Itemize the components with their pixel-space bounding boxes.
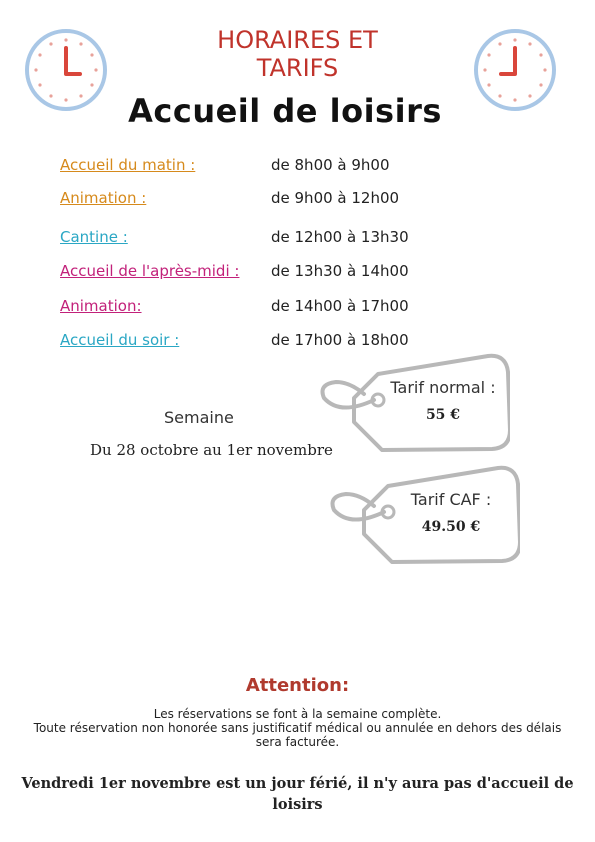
notice-text <box>0 707 595 749</box>
period-dates: Du 28 octobre au 1er novembre <box>90 441 333 459</box>
schedule-label: Cantine : <box>60 228 128 246</box>
tariff-price: 55 € <box>425 407 461 423</box>
schedule-time: de 12h00 à 13h30 <box>271 228 409 246</box>
page-title <box>0 26 595 82</box>
attention-heading: Attention: <box>245 675 350 696</box>
schedule-time: de 14h00 à 17h00 <box>271 297 409 315</box>
schedule-time: de 13h30 à 14h00 <box>271 262 409 280</box>
holiday-line: Vendredi 1er novembre est un jour férié, il n'y aura pas d'accueil de <box>21 775 574 792</box>
main-title: Accueil de loisirs <box>128 92 442 130</box>
price-tag-caf <box>330 464 520 564</box>
title-line-2: TARIFS <box>256 54 339 82</box>
schedule-label: Accueil du matin : <box>60 156 196 174</box>
schedule-time: de 9h00 à 12h00 <box>271 189 400 207</box>
tariff-price: 49.50 € <box>421 519 481 535</box>
week-label: Semaine <box>164 408 234 427</box>
schedule-label: Animation : <box>60 189 147 207</box>
notice-line: sera facturée. <box>255 735 340 749</box>
title-line-1: HORAIRES ET <box>217 26 378 54</box>
holiday-line: loisirs <box>272 796 323 813</box>
schedule-label: Accueil du soir : <box>60 331 180 349</box>
price-tag-normal <box>320 352 510 452</box>
notice-line: Les réservations se font à la semaine complète. <box>153 707 442 721</box>
tariff-label: Tarif CAF : <box>410 490 492 509</box>
schedule-label: Animation: <box>60 297 142 315</box>
schedule-label: Accueil de l'après-midi : <box>60 262 240 280</box>
tariff-label: Tarif normal : <box>390 378 496 397</box>
schedule-time: de 17h00 à 18h00 <box>271 331 409 349</box>
notice-line: Toute réservation non honorée sans justificatif médical ou annulée en dehors des délais <box>33 721 562 735</box>
schedule-time: de 8h00 à 9h00 <box>271 156 390 174</box>
holiday-notice <box>0 773 595 815</box>
